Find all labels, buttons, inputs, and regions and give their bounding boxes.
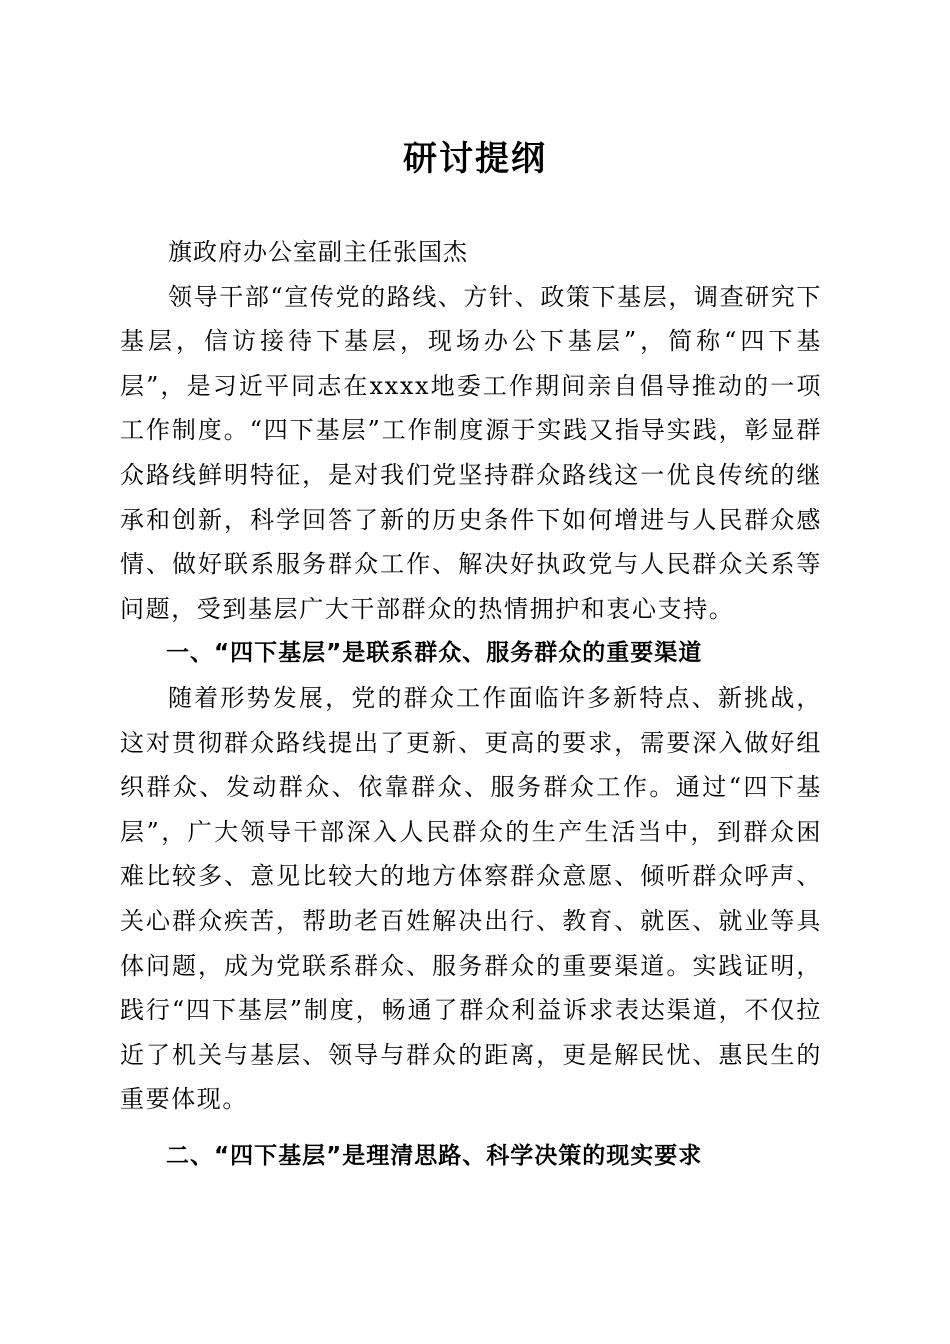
author-line: 旗政府办公室副主任张国杰 (168, 238, 468, 266)
document-title: 研讨提纲 (403, 139, 547, 179)
section-paragraph-1: 随着形势发展，党的群众工作面临许多新特点、新挑战，这对贯彻群众路线提出了更新、更高的要求，需要深入做好组织群众、发动群众、依靠群众、服务群众工作。通过“四下基层”，广大领导干部深入人民群众的生产生活当中，到群众困难比较多、意见比较大的地方体察群众意愿、倾听群众呼声、关心群众疾苦，帮助老百姓解决出行、教育、就医、就业等具体问题，成为党联系群众、服务群众的重要渠道。实践证明，践行“四下基层”制度，畅通了群众利益诉求表达渠道，不仅拉近了机关与基层、领导与群众的距离，更是解民忧、惠民生的重要体现。 (120, 683, 822, 1114)
section-heading-1: 一、“四下基层”是联系群众、服务群众的重要渠道 (166, 640, 703, 667)
document-body (120, 230, 822, 1178)
intro-paragraph: 领导干部“宣传党的路线、方针、政策下基层，调查研究下基层，信访接待下基层，现场办公下基层”，简称“四下基层”，是习近平同志在xxxx地委工作期间亲自倡导推动的一项工作制度。“四下基层”工作制度源于实践又指导实践，彰显群众路线鲜明特征，是对我们党坚持群众路线这一优良传统的继承和创新，科学回答了新的历史条件下如何增进与人民群众感情、做好联系服务群众工作、解决好执政党与人民群众关系等问题，受到基层广大干部群众的热情拥护和衷心支持。 (120, 282, 822, 623)
section-heading-2: 二、“四下基层”是理清思路、科学决策的现实要求 (166, 1142, 703, 1169)
